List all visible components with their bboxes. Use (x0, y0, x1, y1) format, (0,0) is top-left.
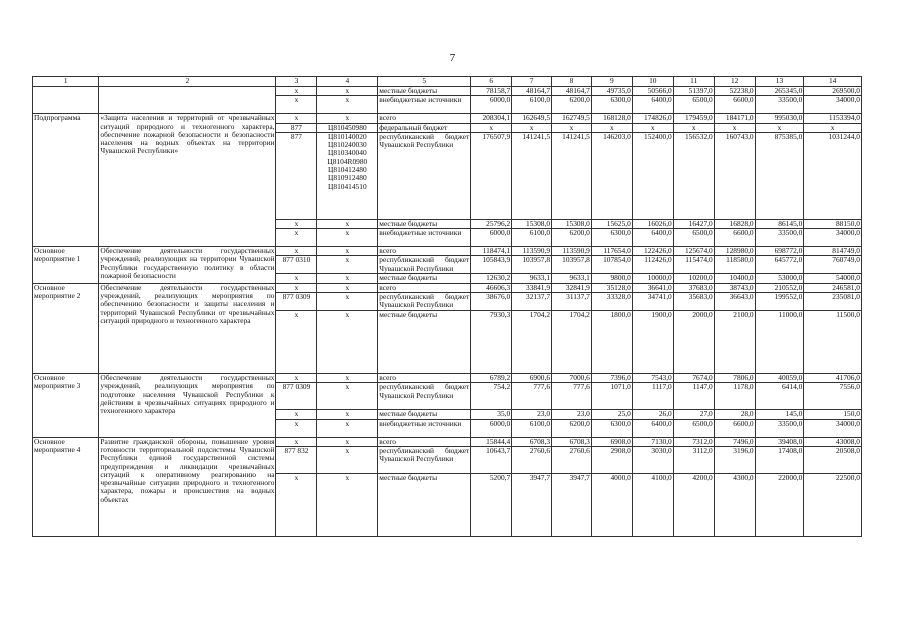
amount-cell: 17408,0 (755, 446, 804, 473)
amount-cell: 103957,8 (552, 256, 592, 274)
program-label-cell: Основное мероприятие 2 (33, 283, 99, 373)
amount-cell: 36641,0 (632, 283, 673, 292)
ministry-code-cell: х (276, 219, 317, 228)
funding-source-cell: республиканский бюджет Чувашской Республики (378, 383, 471, 410)
ministry-code-cell: х (276, 473, 317, 536)
amount-cell: 6300,0 (591, 419, 632, 437)
amount-cell: 2000,0 (673, 311, 714, 374)
amount-cell: 2908,0 (591, 446, 632, 473)
header-cell: 13 (755, 77, 804, 87)
amount-cell: 645772,0 (755, 256, 804, 274)
amount-cell: 6900,6 (512, 374, 552, 383)
amount-cell: 6200,0 (552, 419, 592, 437)
amount-cell: 54000,0 (804, 274, 862, 283)
ministry-code-cell: 877 832 (276, 446, 317, 473)
amount-cell: 995030,0 (755, 114, 804, 123)
amount-cell: 6708,3 (512, 437, 552, 446)
amount-cell: 184171,0 (714, 114, 755, 123)
amount-cell: 115474,0 (673, 256, 714, 274)
target-code-cell: х (317, 229, 378, 247)
amount-cell: 141241,5 (552, 132, 592, 219)
amount-cell: 33500,0 (755, 229, 804, 247)
header-cell: 5 (378, 77, 471, 87)
funding-source-cell: всего (378, 114, 471, 123)
amount-cell: 113590,9 (512, 247, 552, 256)
amount-cell: 6600,0 (714, 96, 755, 114)
amount-cell: 6400,0 (632, 96, 673, 114)
target-code-cell: х (317, 311, 378, 374)
amount-cell: 117654,0 (591, 247, 632, 256)
amount-cell: 35,0 (471, 410, 512, 419)
table-row (33, 114, 862, 123)
amount-cell: 7556,0 (804, 383, 862, 410)
amount-cell: 3947,7 (552, 473, 592, 536)
amount-cell: 6300,0 (591, 229, 632, 247)
amount-cell: 48164,7 (512, 87, 552, 96)
ministry-code-cell: х (276, 96, 317, 114)
amount-cell: 208304,1 (471, 114, 512, 123)
description-cell (99, 87, 276, 114)
table-row (33, 87, 862, 96)
amount-cell: 16427,0 (673, 219, 714, 228)
amount-cell: 78158,7 (471, 87, 512, 96)
amount-cell: 10000,0 (632, 274, 673, 283)
header-cell: 4 (317, 77, 378, 87)
amount-cell: 168128,0 (591, 114, 632, 123)
amount-cell: 6908,0 (591, 437, 632, 446)
amount-cell: 51397,0 (673, 87, 714, 96)
funding-source-cell: внебюджетные источники (378, 96, 471, 114)
amount-cell: 1031244,0 (804, 132, 862, 219)
target-code-cell: х (317, 374, 378, 383)
amount-cell: 103957,8 (512, 256, 552, 274)
amount-cell: 174826,0 (632, 114, 673, 123)
amount-cell: 4000,0 (591, 473, 632, 536)
amount-cell: 1153394,0 (804, 114, 862, 123)
program-label-cell: Подпрограмма (33, 114, 99, 247)
funding-source-cell: внебюджетные источники (378, 419, 471, 437)
program-label-cell: Основное мероприятие 4 (33, 437, 99, 536)
amount-cell: 9633,1 (552, 274, 592, 283)
funding-source-cell: всего (378, 283, 471, 292)
table-row (33, 374, 862, 383)
table-row (33, 437, 862, 446)
amount-cell: 33500,0 (755, 96, 804, 114)
header-cell: 3 (276, 77, 317, 87)
amount-cell: х (714, 123, 755, 132)
target-code-cell: х (317, 473, 378, 536)
amount-cell: 36643,0 (714, 293, 755, 311)
amount-cell: х (471, 123, 512, 132)
amount-cell: 27,0 (673, 410, 714, 419)
amount-cell: 7806,0 (714, 374, 755, 383)
amount-cell: 156532,0 (673, 132, 714, 219)
target-code-cell: х (317, 446, 378, 473)
amount-cell: 38743,0 (714, 283, 755, 292)
amount-cell: 6600,0 (714, 419, 755, 437)
amount-cell: 26,0 (632, 410, 673, 419)
amount-cell: 6100,0 (512, 419, 552, 437)
target-code-cell: х (317, 87, 378, 96)
amount-cell: 162749,5 (552, 114, 592, 123)
amount-cell: 31137,7 (552, 293, 592, 311)
funding-source-cell: республиканский бюджет Чувашской Республики (378, 446, 471, 473)
amount-cell: 6200,0 (552, 96, 592, 114)
amount-cell: 39408,0 (755, 437, 804, 446)
target-code-cell: х (317, 283, 378, 292)
amount-cell: 40059,0 (755, 374, 804, 383)
amount-cell: 1147,0 (673, 383, 714, 410)
amount-cell: 6200,0 (552, 229, 592, 247)
amount-cell: 20508,0 (804, 446, 862, 473)
amount-cell: 35683,0 (673, 293, 714, 311)
amount-cell: 246581,0 (804, 283, 862, 292)
amount-cell: 53000,0 (755, 274, 804, 283)
amount-cell: 7396,0 (591, 374, 632, 383)
amount-cell: 6300,0 (591, 96, 632, 114)
ministry-code-cell: х (276, 87, 317, 96)
header-cell: 8 (552, 77, 592, 87)
amount-cell: 6000,0 (471, 229, 512, 247)
target-code-cell: Ц810140020 Ц810240030 Ц810340040 Ц8104R0980 Ц810412480 Ц810912480 Ц810414510 (317, 132, 378, 219)
amount-cell: 32137,7 (512, 293, 552, 311)
amount-cell: 7930,3 (471, 311, 512, 374)
amount-cell: 814749,0 (804, 247, 862, 256)
program-label-cell: Основное мероприятие 3 (33, 374, 99, 438)
amount-cell: 107854,0 (591, 256, 632, 274)
amount-cell: 34741,0 (632, 293, 673, 311)
target-code-cell: х (317, 437, 378, 446)
amount-cell: 6500,0 (673, 96, 714, 114)
amount-cell: 7496,0 (714, 437, 755, 446)
amount-cell: 5200,7 (471, 473, 512, 536)
amount-cell: х (552, 123, 592, 132)
amount-cell: 46606,3 (471, 283, 512, 292)
amount-cell: 38676,0 (471, 293, 512, 311)
ministry-code-cell: х (276, 274, 317, 283)
amount-cell: 6100,0 (512, 229, 552, 247)
header-cell: 14 (804, 77, 862, 87)
amount-cell: 48164,7 (552, 87, 592, 96)
funding-source-cell: внебюджетные источники (378, 229, 471, 247)
amount-cell: 698772,0 (755, 247, 804, 256)
amount-cell: 2760,6 (512, 446, 552, 473)
amount-cell: 265345,0 (755, 87, 804, 96)
amount-cell: х (755, 123, 804, 132)
amount-cell: 6400,0 (632, 229, 673, 247)
amount-cell: 3030,0 (632, 446, 673, 473)
funding-source-cell: местные бюджеты (378, 311, 471, 374)
amount-cell: 22500,0 (804, 473, 862, 536)
amount-cell: 35128,0 (591, 283, 632, 292)
amount-cell: 10400,0 (714, 274, 755, 283)
amount-cell: 1900,0 (632, 311, 673, 374)
amount-cell: 28,0 (714, 410, 755, 419)
description-cell: Развитие гражданской обороны, повышение уровня готовности территориальной подсистемы Чувашской Республики единой государственной системы предупреждения и ликвидации чрезвычайных ситуаций к оперативному реагированию на чрезвычайные ситуации природного и техногенного характера, пожары и происшествия на водных объектах (99, 437, 276, 536)
amount-cell: 6414,0 (755, 383, 804, 410)
amount-cell: 86145,0 (755, 219, 804, 228)
description-cell: «Защита населения и территорий от чрезвычайных ситуаций природного и техногенного характера, обеспечение пожарной безопасности и безопасности населения на водных объектах на территории Чувашской Республики» (99, 114, 276, 247)
amount-cell: 15844,4 (471, 437, 512, 446)
ministry-code-cell: х (276, 114, 317, 123)
amount-cell: 6000,0 (471, 419, 512, 437)
amount-cell: 113590,9 (552, 247, 592, 256)
header-cell: 6 (471, 77, 512, 87)
amount-cell: 6500,0 (673, 419, 714, 437)
amount-cell: 15625,0 (591, 219, 632, 228)
target-code-cell: х (317, 274, 378, 283)
amount-cell: 12630,2 (471, 274, 512, 283)
amount-cell: 6708,3 (552, 437, 592, 446)
target-code-cell: х (317, 219, 378, 228)
target-code-cell: х (317, 419, 378, 437)
amount-cell: 41706,0 (804, 374, 862, 383)
amount-cell: 875385,0 (755, 132, 804, 219)
amount-cell: 6400,0 (632, 419, 673, 437)
amount-cell: 150,0 (804, 410, 862, 419)
amount-cell: 34000,0 (804, 419, 862, 437)
funding-source-cell: республиканский бюджет Чувашской Республики (379, 292, 470, 310)
amount-cell: 16828,0 (714, 219, 755, 228)
amount-cell: 4200,0 (673, 473, 714, 536)
amount-cell: 112426,0 (632, 256, 673, 274)
amount-cell: 777,6 (512, 383, 552, 410)
amount-cell: 128980,0 (714, 247, 755, 256)
amount-cell: 7000,6 (552, 374, 592, 383)
amount-cell: 6600,0 (714, 229, 755, 247)
amount-cell: х (591, 123, 632, 132)
ministry-code-cell: 877 0309 (276, 383, 317, 410)
amount-cell: 10643,7 (471, 446, 512, 473)
amount-cell: 1178,0 (714, 383, 755, 410)
amount-cell: 88150,0 (804, 219, 862, 228)
funding-source-cell: местные бюджеты (378, 410, 471, 419)
amount-cell: 118580,0 (714, 256, 755, 274)
amount-cell: 32841,9 (552, 283, 592, 292)
amount-cell: х (512, 123, 552, 132)
program-label-cell (33, 87, 99, 114)
amount-cell: 33328,0 (591, 293, 632, 311)
amount-cell: 179459,0 (673, 114, 714, 123)
amount-cell: 22000,0 (755, 473, 804, 536)
header-cell: 10 (632, 77, 673, 87)
table-row (33, 283, 862, 292)
funding-source-cell: местные бюджеты (378, 274, 471, 283)
target-code-cell: х (317, 96, 378, 114)
funding-source-cell: федеральный бюджет (378, 123, 471, 132)
amount-cell: 23,0 (552, 410, 592, 419)
amount-cell: 152400,0 (632, 132, 673, 219)
amount-cell: 3947,7 (512, 473, 552, 536)
target-code-cell: Ц810450980 (317, 123, 378, 132)
amount-cell: 3196,0 (714, 446, 755, 473)
amount-cell: 6789,2 (471, 374, 512, 383)
amount-cell: 11500,0 (804, 311, 862, 374)
amount-cell: 7130,0 (632, 437, 673, 446)
amount-cell: 146203,0 (591, 132, 632, 219)
amount-cell: 199552,0 (755, 293, 804, 311)
header-cell: 11 (673, 77, 714, 87)
amount-cell: 15308,0 (512, 219, 552, 228)
amount-cell: 34000,0 (804, 229, 862, 247)
amount-cell: 9633,1 (512, 274, 552, 283)
amount-cell: 10200,0 (673, 274, 714, 283)
header-row (33, 77, 862, 87)
amount-cell: 6100,0 (512, 96, 552, 114)
amount-cell: 235081,0 (804, 293, 862, 311)
amount-cell: 7312,0 (673, 437, 714, 446)
amount-cell: 11000,0 (755, 311, 804, 374)
target-code-cell: х (317, 383, 378, 410)
target-code-cell: х (317, 256, 378, 274)
amount-cell: 210552,0 (755, 283, 804, 292)
ministry-code-cell: х (276, 229, 317, 247)
budget-table (32, 76, 862, 537)
amount-cell: 15308,0 (552, 219, 592, 228)
header-cell: 12 (714, 77, 755, 87)
amount-cell: 25,0 (591, 410, 632, 419)
amount-cell: 33841,9 (512, 283, 552, 292)
amount-cell: 34000,0 (804, 96, 862, 114)
ministry-code-cell: 877 0310 (276, 256, 317, 274)
amount-cell: 4300,0 (714, 473, 755, 536)
amount-cell: 9800,0 (591, 274, 632, 283)
amount-cell: 760749,0 (804, 256, 862, 274)
ministry-code-cell: х (276, 410, 317, 419)
ministry-code-cell: 877 (276, 123, 317, 132)
amount-cell: 6000,0 (471, 96, 512, 114)
ministry-code-cell: х (276, 419, 317, 437)
amount-cell: 122426,0 (632, 247, 673, 256)
amount-cell: 754,2 (471, 383, 512, 410)
ministry-code-cell: 877 (276, 132, 317, 219)
amount-cell: 6500,0 (673, 229, 714, 247)
amount-cell: 1071,0 (591, 383, 632, 410)
target-code-cell: х (317, 410, 378, 419)
target-code-cell: х (317, 247, 378, 256)
amount-cell: 1704,2 (552, 311, 592, 374)
header-cell: 7 (512, 77, 552, 87)
ministry-code-cell: х (276, 437, 317, 446)
amount-cell: 33500,0 (755, 419, 804, 437)
header-cell: 2 (99, 77, 276, 87)
funding-source-cell: всего (378, 437, 471, 446)
description-cell: Обеспечение деятельности государственных учреждений, реализующих мероприятия по обеспечению безопасности и защиты населения и территорий Чувашской Республики от чрезвычайных ситуаций природного и техногенного характера (99, 283, 276, 373)
amount-cell: 37683,0 (673, 283, 714, 292)
amount-cell: х (632, 123, 673, 132)
funding-source-cell: местные бюджеты (378, 219, 471, 228)
amount-cell: 162649,5 (512, 114, 552, 123)
amount-cell: 1800,0 (591, 311, 632, 374)
amount-cell: х (804, 123, 862, 132)
funding-source-cell: местные бюджеты (378, 473, 471, 536)
header-cell: 9 (591, 77, 632, 87)
target-code-cell: х (317, 114, 378, 123)
amount-cell: 4100,0 (632, 473, 673, 536)
amount-cell: 1704,2 (512, 311, 552, 374)
amount-cell: 16026,0 (632, 219, 673, 228)
amount-cell: 125674,0 (673, 247, 714, 256)
ministry-code-cell: 877 0309 (276, 293, 317, 311)
funding-source-cell: республиканский бюджет Чувашской Республики (379, 255, 470, 273)
ministry-code-cell: х (276, 374, 317, 383)
program-label-cell: Основное мероприятие 1 (33, 247, 99, 284)
amount-cell: 269500,0 (804, 87, 862, 96)
amount-cell: 23,0 (512, 410, 552, 419)
header-cell: 1 (33, 77, 99, 87)
funding-source-cell: всего (378, 374, 471, 383)
amount-cell: 2100,0 (714, 311, 755, 374)
amount-cell: 105843,9 (471, 256, 512, 274)
amount-cell: 7674,0 (673, 374, 714, 383)
amount-cell: 2760,6 (552, 446, 592, 473)
amount-cell: 7543,0 (632, 374, 673, 383)
ministry-code-cell: х (276, 311, 317, 374)
amount-cell: 777,6 (552, 383, 592, 410)
amount-cell: 160743,0 (714, 132, 755, 219)
amount-cell: 3112,0 (673, 446, 714, 473)
funding-source-cell: республиканский бюджет Чувашской Республики (378, 132, 471, 219)
description-cell: Обеспечение деятельности государственных учреждений, реализующих мероприятия по подготовке населения Чувашской Республики к действиям в чрезвычайных ситуациях природного и техногенного характера (99, 374, 276, 438)
amount-cell: х (673, 123, 714, 132)
amount-cell: 50566,0 (632, 87, 673, 96)
amount-cell: 43008,0 (804, 437, 862, 446)
amount-cell: 49735,0 (591, 87, 632, 96)
table-row (33, 247, 862, 256)
amount-cell: 141241,5 (512, 132, 552, 219)
target-code-cell: х (317, 293, 378, 311)
amount-cell: 176507,9 (471, 132, 512, 219)
page-number: 7 (449, 52, 456, 64)
amount-cell: 118474,1 (471, 247, 512, 256)
funding-source-cell: всего (378, 247, 471, 256)
amount-cell: 1117,0 (632, 383, 673, 410)
amount-cell: 52238,0 (714, 87, 755, 96)
ministry-code-cell: х (276, 247, 317, 256)
description-cell: Обеспечение деятельности государственных учреждений, реализующих на территории Чувашской Республики государственную политику в области пожарной безопасности (99, 247, 276, 284)
ministry-code-cell: х (276, 283, 317, 292)
amount-cell: 25796,2 (471, 219, 512, 228)
funding-source-cell: местные бюджеты (378, 87, 471, 96)
amount-cell: 145,0 (755, 410, 804, 419)
